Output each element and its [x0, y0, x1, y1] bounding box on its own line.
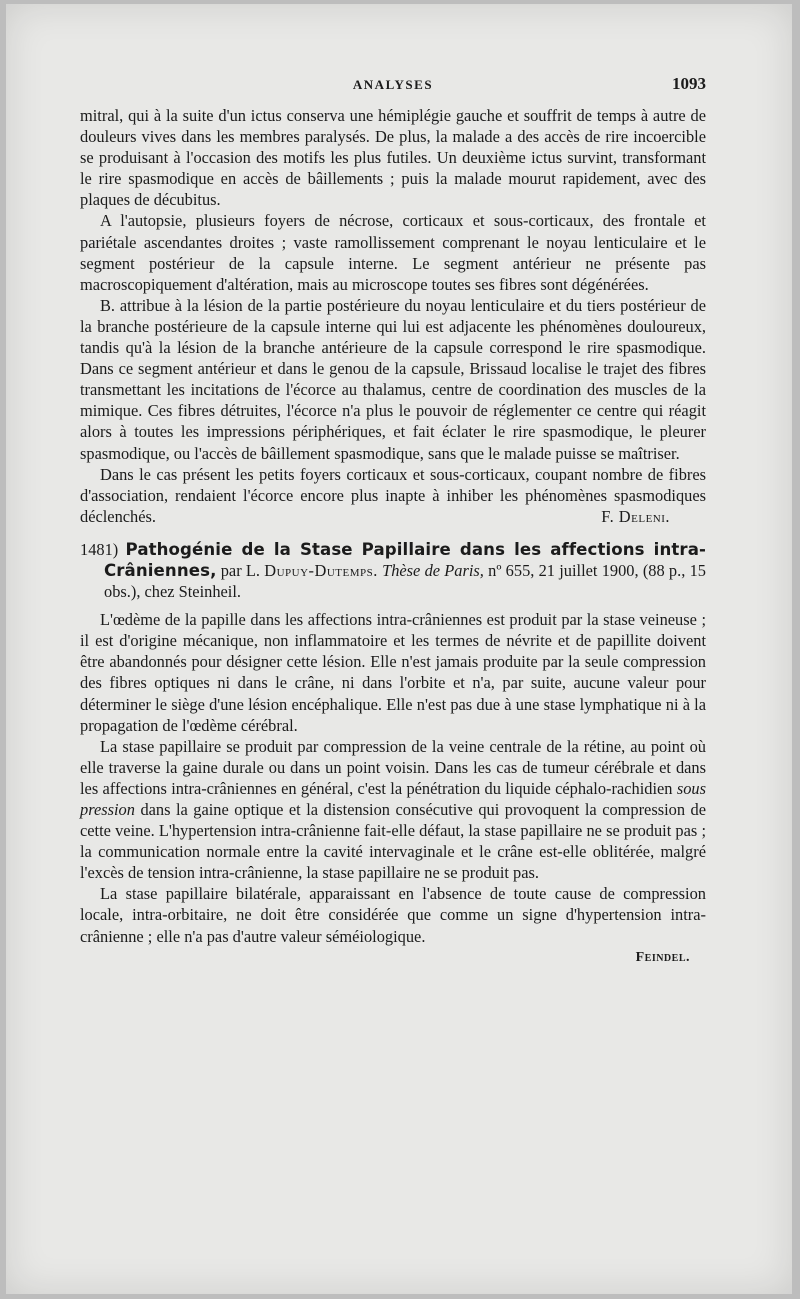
entry-details: nº 655, 21 juillet 1900, (88 p., 15 obs.), chez Steinheil. — [104, 560, 706, 602]
page-number: 1093 — [672, 74, 706, 93]
paragraph: La stase papillaire bilatérale, apparaissant en l'absence de toute cause de compression locale, intra-orbitaire, ne doit être considérée que comme un signe d'hypertension intra-crânienne ; elle n'a pas d'autre valeur séméiologique. — [80, 884, 706, 946]
paragraph: mitral, qui à la suite d'un ictus conserva une hémiplégie gauche et souffrit de temps à autre de douleurs vives dans les membres paralysés. De plus, la malade a des accès de rire incoercible se produisant à l'occasion des motifs les plus futiles. Un deuxième ictus survint, transformant le rire spasmodique en accès de bâillements ; puis la malade mourut rapidement, avec des plaques de décubitus. — [80, 106, 706, 210]
entry-title: Pathogénie de la Stase Papillaire dans les affections intra-Crâniennes, — [104, 539, 706, 580]
page — [6, 4, 792, 1294]
paragraph: A l'autopsie, plusieurs foyers de nécrose, corticaux et sous-corticaux, des frontale et pariétale ascendantes droites ; vaste ramollissement comprenant le noyau lenticulaire et le segment postérieur de la capsule interne. Le segment antérieur ne présente pas macroscopiquement d'altération, mais au microscope toutes ses fibres sont dégénérées. — [80, 211, 706, 294]
page-header — [80, 74, 706, 96]
paragraph: L'œdème de la papille dans les affections intra-crâniennes est produit par la stase veineuse ; il est d'origine mécanique, non inflammatoire et les termes de névrite et de papillite doivent être abandonnés pour désigner cette lésion. Elle n'est jamais produite par la seule compression des fibres optiques ni dans le crâne, ni dans l'orbite et n'a, par suite, aucune valeur pour déterminer le siège d'une lésion encéphalique. Elle n'est pas due à une stase lymphatique ni à la propagation de l'œdème cérébral. — [80, 610, 706, 735]
entry-thesis: Thèse de Paris, — [382, 560, 484, 580]
italic-text: sous pression — [80, 778, 706, 819]
body-text — [80, 105, 706, 968]
signature: Feindel. — [635, 949, 690, 965]
paragraph — [80, 464, 706, 527]
paragraph: B. attribue à la lésion de la partie postérieure du noyau lenticulaire et du tiers postérieur de la branche postérieure de la capsule interne qui lui est adjacente les phénomènes douloureux, tandis qu'à la lésion de la branche antérieure de la capsule correspond le rire spasmodique. Dans ce segment antérieur et dans le genou de la capsule, Brissaud localise le trajet des fibres transmettant les incitations de l'écorce au thalamus, centre de coordination des muscles de la mimique. Ces fibres détruites, l'écorce n'a plus le pouvoir de réglementer ce centre qui réagit alors à toutes les impressions périphériques, et fait éclater le rire spasmodique, le pleurer spasmodique, ou l'accès de bâillement spasmodique, sans que le malade puisse se maîtriser. — [80, 295, 706, 463]
running-head: ANALYSES — [352, 77, 434, 92]
entry-author: Dupuy-Dutemps. — [264, 560, 378, 580]
paragraph-text: La stase papillaire se produit par compression de la veine centrale de la rétine, au point où elle traverse la gaine durale ou dans un point voisin. Dans les cas de tumeur cérébrale et dans les affections intra-crâniennes en général, c'est la pénétration du liquide céphalo-rachidien — [80, 736, 706, 798]
entry-number: 1481) — [80, 539, 119, 559]
paragraph — [80, 736, 706, 884]
entry-by: par L. — [220, 560, 261, 580]
signature: F. Deleni. — [601, 506, 670, 526]
entry-heading — [80, 539, 706, 602]
paragraph-text: dans la gaine optique et la distension consécutive qui provoquent la compression de cette veine. L'hypertension intra-crânienne fait-elle défaut, la stase papillaire ne se produit pas ; la communication normale entre la cavité intervaginale et le crâne est-elle oblitérée, malgré l'excès de tension intra-crânienne, la stase papillaire ne se produit pas. — [80, 800, 706, 883]
paragraph-text: Dans le cas présent les petits foyers corticaux et sous-corticaux, coupant nombre de fibres d'association, rendaient l'écorce encore plus inapte à inhiber les phénomènes spasmodiques déclenchés. — [80, 464, 706, 526]
